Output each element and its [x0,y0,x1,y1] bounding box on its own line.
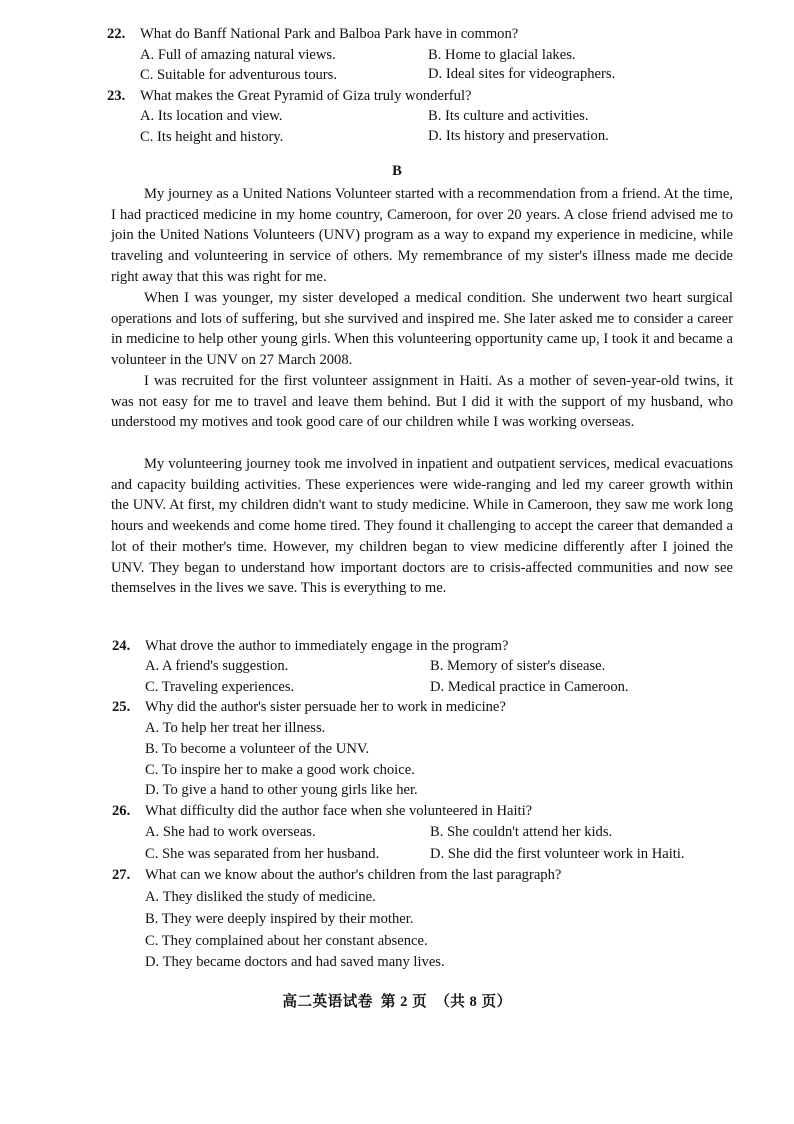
question-24 [112,636,509,656]
option-a: A. She had to work overseas. [145,824,316,840]
passage-paragraph-3: I was recruited for the first volunteer assignment in Haiti. As a mother of seven-year-old twins, it was not easy for me to travel and leave them behind. But I did it with the support of my husband, who understood my motives and took good care of our children while I was working overseas. [111,373,733,431]
question-number: 22. [107,26,126,42]
question-text: Why did the author's sister persuade her to work in medicine? [145,699,506,715]
option-c: C. She was separated from her husband. [145,846,380,862]
question-number: 26. [112,803,131,819]
option-c: C. To inspire her to make a good work choice. [145,762,415,778]
option-c: C. Suitable for adventurous tours. [140,67,337,83]
question-number: 27. [112,867,131,883]
question-23 [107,86,472,106]
option-a: A. To help her treat her illness. [145,720,326,736]
passage-paragraph-2: When I was younger, my sister developed a medical condition. She underwent two heart surgical operations and lots of suffering, but she survived and inspired me. She later asked me to consider a career in medicine to help other young girls. When this volunteering opportunity came up, I took it and became a volunteer in the UNV on 27 March 2008. [111,290,733,369]
option-a: A. They disliked the study of medicine. [145,889,376,905]
option-d: D. She did the first volunteer work in Haiti. [430,846,685,862]
question-text: What do Banff National Park and Balboa Park have in common? [140,26,519,42]
question-text: What difficulty did the author face when she volunteered in Haiti? [145,803,533,819]
option-c: C. They complained about her constant absence. [145,933,428,949]
option-d: D. They became doctors and had saved many lives. [145,954,445,970]
question-25 [112,697,506,717]
option-c: C. Its height and history. [140,129,284,145]
option-c: C. Traveling experiences. [145,679,295,695]
footer-page-number: 第 2 页 [380,994,428,1010]
passage-paragraph-1: My journey as a United Nations Volunteer started with a recommendation from a friend. At the time, I had practiced medicine in my home country, Cameroon, for over 20 years. A close friend advised me to join the United Nations Volunteers (UNV) program as a way to expand my experience in medicine, while traveling and volunteering in service of others. My remembrance of my sister's illness made me decide right away that this was right for me. [111,186,733,285]
option-a: A. A friend's suggestion. [145,658,289,674]
option-b: B. To become a volunteer of the UNV. [145,741,370,757]
option-b: B. She couldn't attend her kids. [430,824,613,840]
passage-paragraph-4: My volunteering journey took me involved in inpatient and outpatient services, medical evacuations and capacity building activities. These experiences were wide-ranging and led my career growth within the UNV. At first, my children didn't want to study medicine. While in Cameroon, they saw me work long hours and weekends and come home tired. They found it challenging to accept the career that demanded a lot of their mother's time. However, my children began to view medicine differently after I joined the UNV. They began to understand how important doctors are to crisis-affected communities and now see themselves in the lives we save. This is everything to me. [111,456,733,597]
option-a: A. Full of amazing natural views. [140,47,336,63]
page-footer [0,990,794,1011]
question-text: What makes the Great Pyramid of Giza truly wonderful? [140,88,472,104]
footer-total-pages: （共 8 页） [435,994,512,1010]
option-b: B. Home to glacial lakes. [428,47,576,63]
option-a: A. Its location and view. [140,108,283,124]
question-number: 24. [112,638,131,654]
option-d: D. Its history and preservation. [428,128,609,144]
question-number: 25. [112,699,131,715]
option-b: B. They were deeply inspired by their mother. [145,911,414,927]
question-22 [107,24,518,44]
option-b: B. Its culture and activities. [428,108,589,124]
option-d: D. Medical practice in Cameroon. [430,679,629,695]
option-d: D. Ideal sites for videographers. [428,66,616,82]
question-26 [112,801,532,821]
question-text: What drove the author to immediately engage in the program? [145,638,509,654]
question-number: 23. [107,88,126,104]
option-b: B. Memory of sister's disease. [430,658,606,674]
question-27 [112,865,561,885]
option-d: D. To give a hand to other young girls like her. [145,782,418,798]
section-heading: B [392,163,402,179]
question-text: What can we know about the author's children from the last paragraph? [145,867,562,883]
footer-title: 高二英语试卷 [282,994,373,1010]
